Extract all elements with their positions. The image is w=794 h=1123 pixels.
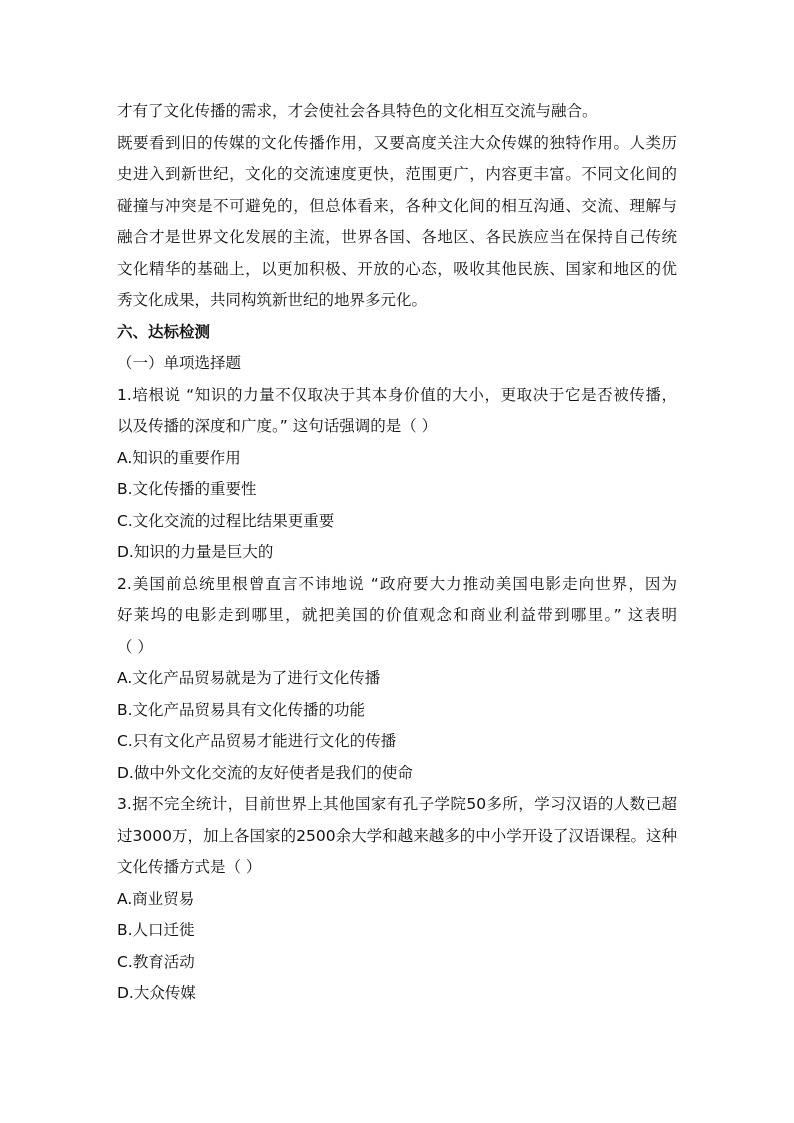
question-stem-line: 好莱坞的电影走到哪里，就把美国的价值观念和商业利益带到哪里。” 这表明 — [117, 606, 677, 624]
document-body — [117, 96, 677, 1010]
question-1 — [117, 380, 677, 569]
section-title: 六、达标检测 — [117, 322, 211, 341]
question-stem-line: 以及传播的深度和广度。” 这句话强调的是（ ） — [117, 417, 438, 435]
question-option: A.知识的重要作用 — [117, 448, 241, 467]
question-stem-line: 1.培根说 “知识的力量不仅取决于其本身价值的大小，更取决于它是否被传播， — [117, 385, 677, 404]
question-2 — [117, 569, 677, 790]
subsection-title: （一）单项选择题 — [117, 354, 242, 372]
question-option: B.文化传播的重要性 — [117, 480, 257, 498]
question-option: C.只有文化产品贸易才能进行文化的传播 — [117, 732, 397, 750]
question-stem-line: 2.美国前总统里根曾直言不讳地说 “政府要大力推动美国电影走向世界，因为 — [117, 574, 677, 593]
question-option: D.大众传媒 — [117, 984, 196, 1002]
intro-line: 才有了文化传播的需求，才会使社会各具特色的文化相互交流与融合。 — [117, 102, 598, 120]
question-option: C.教育活动 — [117, 952, 195, 971]
intro-line: 融合才是世界文化发展的主流，世界各国、各地区、各民族应当在保持自己传统 — [117, 228, 677, 246]
intro-line: 秀文化成果，共同构筑新世纪的地界多元化。 — [117, 291, 428, 309]
intro-line: 文化精华的基础上，以更加积极、开放的心态，吸收其他民族、国家和地区的优 — [117, 259, 677, 278]
question-stem-line: 过3000万，加上各国家的2500余大学和越来越多的中小学开设了汉语课程。这种 — [117, 826, 677, 845]
question-stem-line: 文化传播方式是（ ） — [117, 858, 262, 876]
intro-line: 碰撞与冲突是不可避免的，但总体看来，各种文化间的相互沟通、交流、理解与 — [117, 196, 677, 215]
question-option: C.文化交流的过程比结果更重要 — [117, 511, 335, 530]
intro-line: 既要看到旧的传媒的文化传播作用，又要高度关注大众传媒的独特作用。人类历 — [117, 133, 677, 152]
question-option: A.商业贸易 — [117, 889, 195, 908]
question-option: B.文化产品贸易具有文化传播的功能 — [117, 700, 366, 719]
question-option: D.做中外文化交流的友好使者是我们的使命 — [117, 763, 413, 782]
question-3 — [117, 789, 677, 1010]
question-option: B.人口迁徙 — [117, 921, 195, 939]
intro-line: 史进入到新世纪，文化的交流速度更快，范围更广，内容更丰富。不同文化间的 — [117, 165, 677, 183]
question-stem-line: 3.据不完全统计，目前世界上其他国家有孔子学院50多所，学习汉语的人数已超 — [117, 795, 677, 813]
question-option: A.文化产品贸易就是为了进行文化传播 — [117, 669, 381, 687]
question-stem-line: （ ） — [117, 637, 153, 656]
question-option: D.知识的力量是巨大的 — [117, 543, 274, 561]
